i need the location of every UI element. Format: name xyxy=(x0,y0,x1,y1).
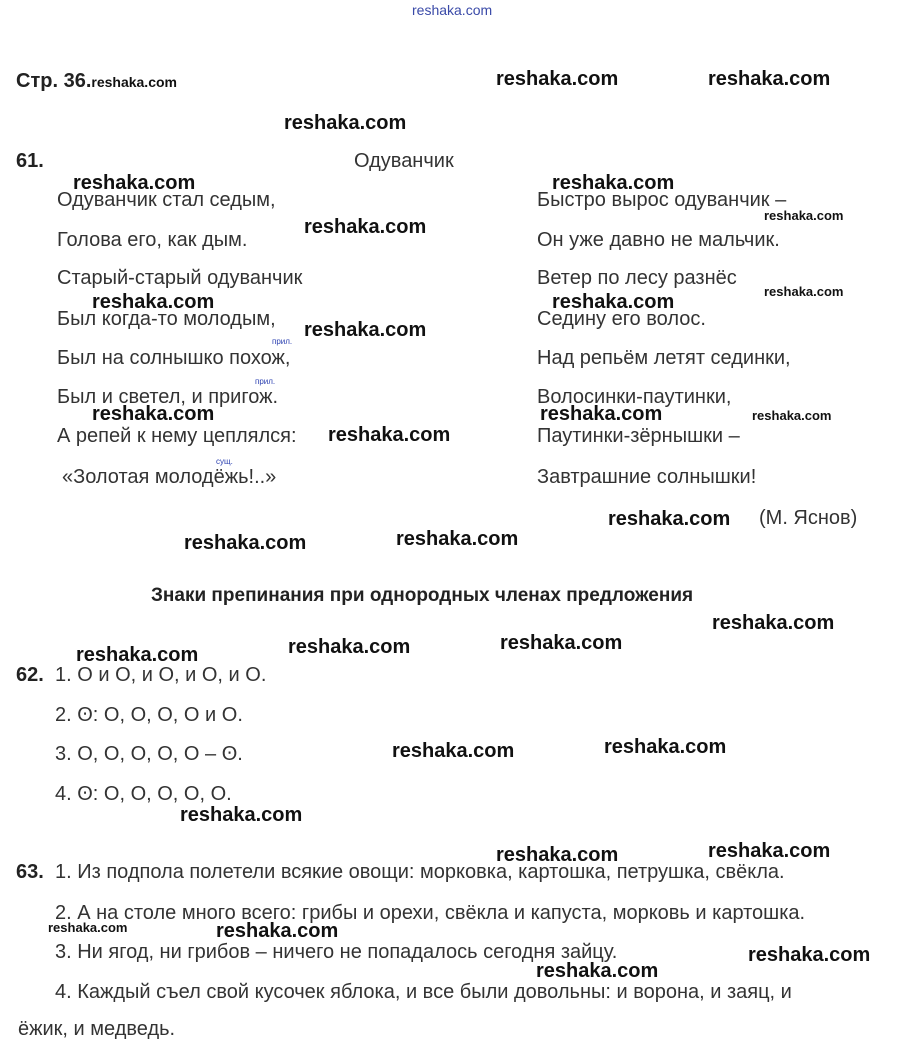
watermark: reshaka.com xyxy=(92,403,215,425)
exercise-63-line: 1. Из подпола полетели всякие овощи: морковка, картошка, петрушка, свёкла. xyxy=(55,861,785,883)
exercise-62-line: 4. ʘ: О, О, О, О, О. xyxy=(55,783,232,805)
exercise-63-line: 4. Каждый съел свой кусочек яблока, и все были довольны: и ворона, и заяц, и xyxy=(55,981,792,1003)
watermark: reshaka.com xyxy=(76,644,199,666)
exercise-62-line: 3. О, О, О, О, О – ʘ. xyxy=(55,743,243,765)
watermark-small: reshaka.com xyxy=(764,208,844,223)
part-of-speech-note: сущ. xyxy=(216,457,233,466)
poem-line: Он уже давно не мальчик. xyxy=(537,229,780,251)
watermark: reshaka.com xyxy=(552,291,675,313)
watermark: reshaka.com xyxy=(708,840,831,862)
watermark: reshaka.com xyxy=(180,804,303,826)
watermark: reshaka.com xyxy=(536,960,659,982)
poem-line: Паутинки-зёрнышки – xyxy=(537,425,740,447)
poem-line: Ветер по лесу разнёс xyxy=(537,267,737,289)
watermark: reshaka.com xyxy=(496,68,619,90)
section-title: Знаки препинания при однородных членах предложения xyxy=(151,585,694,606)
watermark: reshaka.com xyxy=(552,172,675,194)
watermark: reshaka.com xyxy=(708,68,831,90)
watermark: reshaka.com xyxy=(496,844,619,866)
exercise-62-line: 2. ʘ: О, О, О, О и О. xyxy=(55,704,243,726)
poem-line: Седину его волос. xyxy=(537,308,706,330)
watermark: reshaka.com xyxy=(392,740,515,762)
poem-line: Был когда-то молодым, xyxy=(57,308,276,330)
watermark: reshaka.com xyxy=(500,632,623,654)
watermark: reshaka.com xyxy=(288,636,411,658)
watermark: reshaka.com xyxy=(304,319,427,341)
watermark: reshaka.com xyxy=(712,612,835,634)
watermark: reshaka.com xyxy=(748,944,871,966)
exercise-63-number: 63. xyxy=(16,861,44,883)
exercise-63-line: ёжик, и медведь. xyxy=(18,1018,176,1040)
watermark: reshaka.com xyxy=(304,216,427,238)
poem-line: Одуванчик стал седым, xyxy=(57,189,276,211)
exercise-63-line: 3. Ни ягод, ни грибов – ничего не попадалось сегодня зайцу. xyxy=(55,941,618,963)
exercise-62-line: 1. О и О, и О, и О, и О. xyxy=(55,664,267,686)
exercise-61-number: 61. xyxy=(16,150,44,172)
watermark: reshaka.com xyxy=(184,532,307,554)
watermark: reshaka.com xyxy=(608,508,731,530)
poem-line: А репей к нему цеплялся: xyxy=(57,425,297,447)
watermark-small: reshaka.com xyxy=(752,408,832,423)
part-of-speech-note: прил. xyxy=(272,337,293,346)
watermark: reshaka.com xyxy=(540,403,663,425)
exercise-63-line: 2. А на столе много всего: грибы и орехи, свёкла и капуста, морковь и картошка. xyxy=(55,902,806,924)
part-of-speech-note: прил. xyxy=(255,377,276,386)
page-label xyxy=(16,70,177,93)
poem-line: Был на солнышко похож, xyxy=(57,347,291,369)
page-label-site: reshaka.com xyxy=(91,74,177,90)
watermark: reshaka.com xyxy=(92,291,215,313)
poem-line: Голова его, как дым. xyxy=(57,229,248,251)
watermark-small: reshaka.com xyxy=(764,284,844,299)
poem-author: (М. Яснов) xyxy=(759,507,858,529)
poem-line: Быстро вырос одуванчик – xyxy=(537,189,787,211)
watermark: reshaka.com xyxy=(604,736,727,758)
poem-line: Старый-старый одуванчик xyxy=(57,267,303,289)
watermark: reshaka.com xyxy=(328,424,451,446)
poem-line: Волосинки-паутинки, xyxy=(537,386,732,408)
watermark-small: reshaka.com xyxy=(48,920,128,935)
watermark: reshaka.com xyxy=(284,112,407,134)
exercise-62-number: 62. xyxy=(16,664,44,686)
poem-line: «Золотая молодёжь!..» xyxy=(62,466,277,488)
watermark: reshaka.com xyxy=(396,528,519,550)
watermark: reshaka.com xyxy=(216,920,339,942)
site-link-top[interactable]: reshaka.com xyxy=(412,2,493,18)
page-number: Стр. 36. xyxy=(16,70,92,92)
poem-line: Завтрашние солнышки! xyxy=(537,466,757,488)
poem-line: Над репьём летят сединки, xyxy=(537,347,791,369)
watermark: reshaka.com xyxy=(73,172,196,194)
poem-line: Был и светел, и пригож. xyxy=(57,386,279,408)
poem-title: Одуванчик xyxy=(354,150,454,172)
